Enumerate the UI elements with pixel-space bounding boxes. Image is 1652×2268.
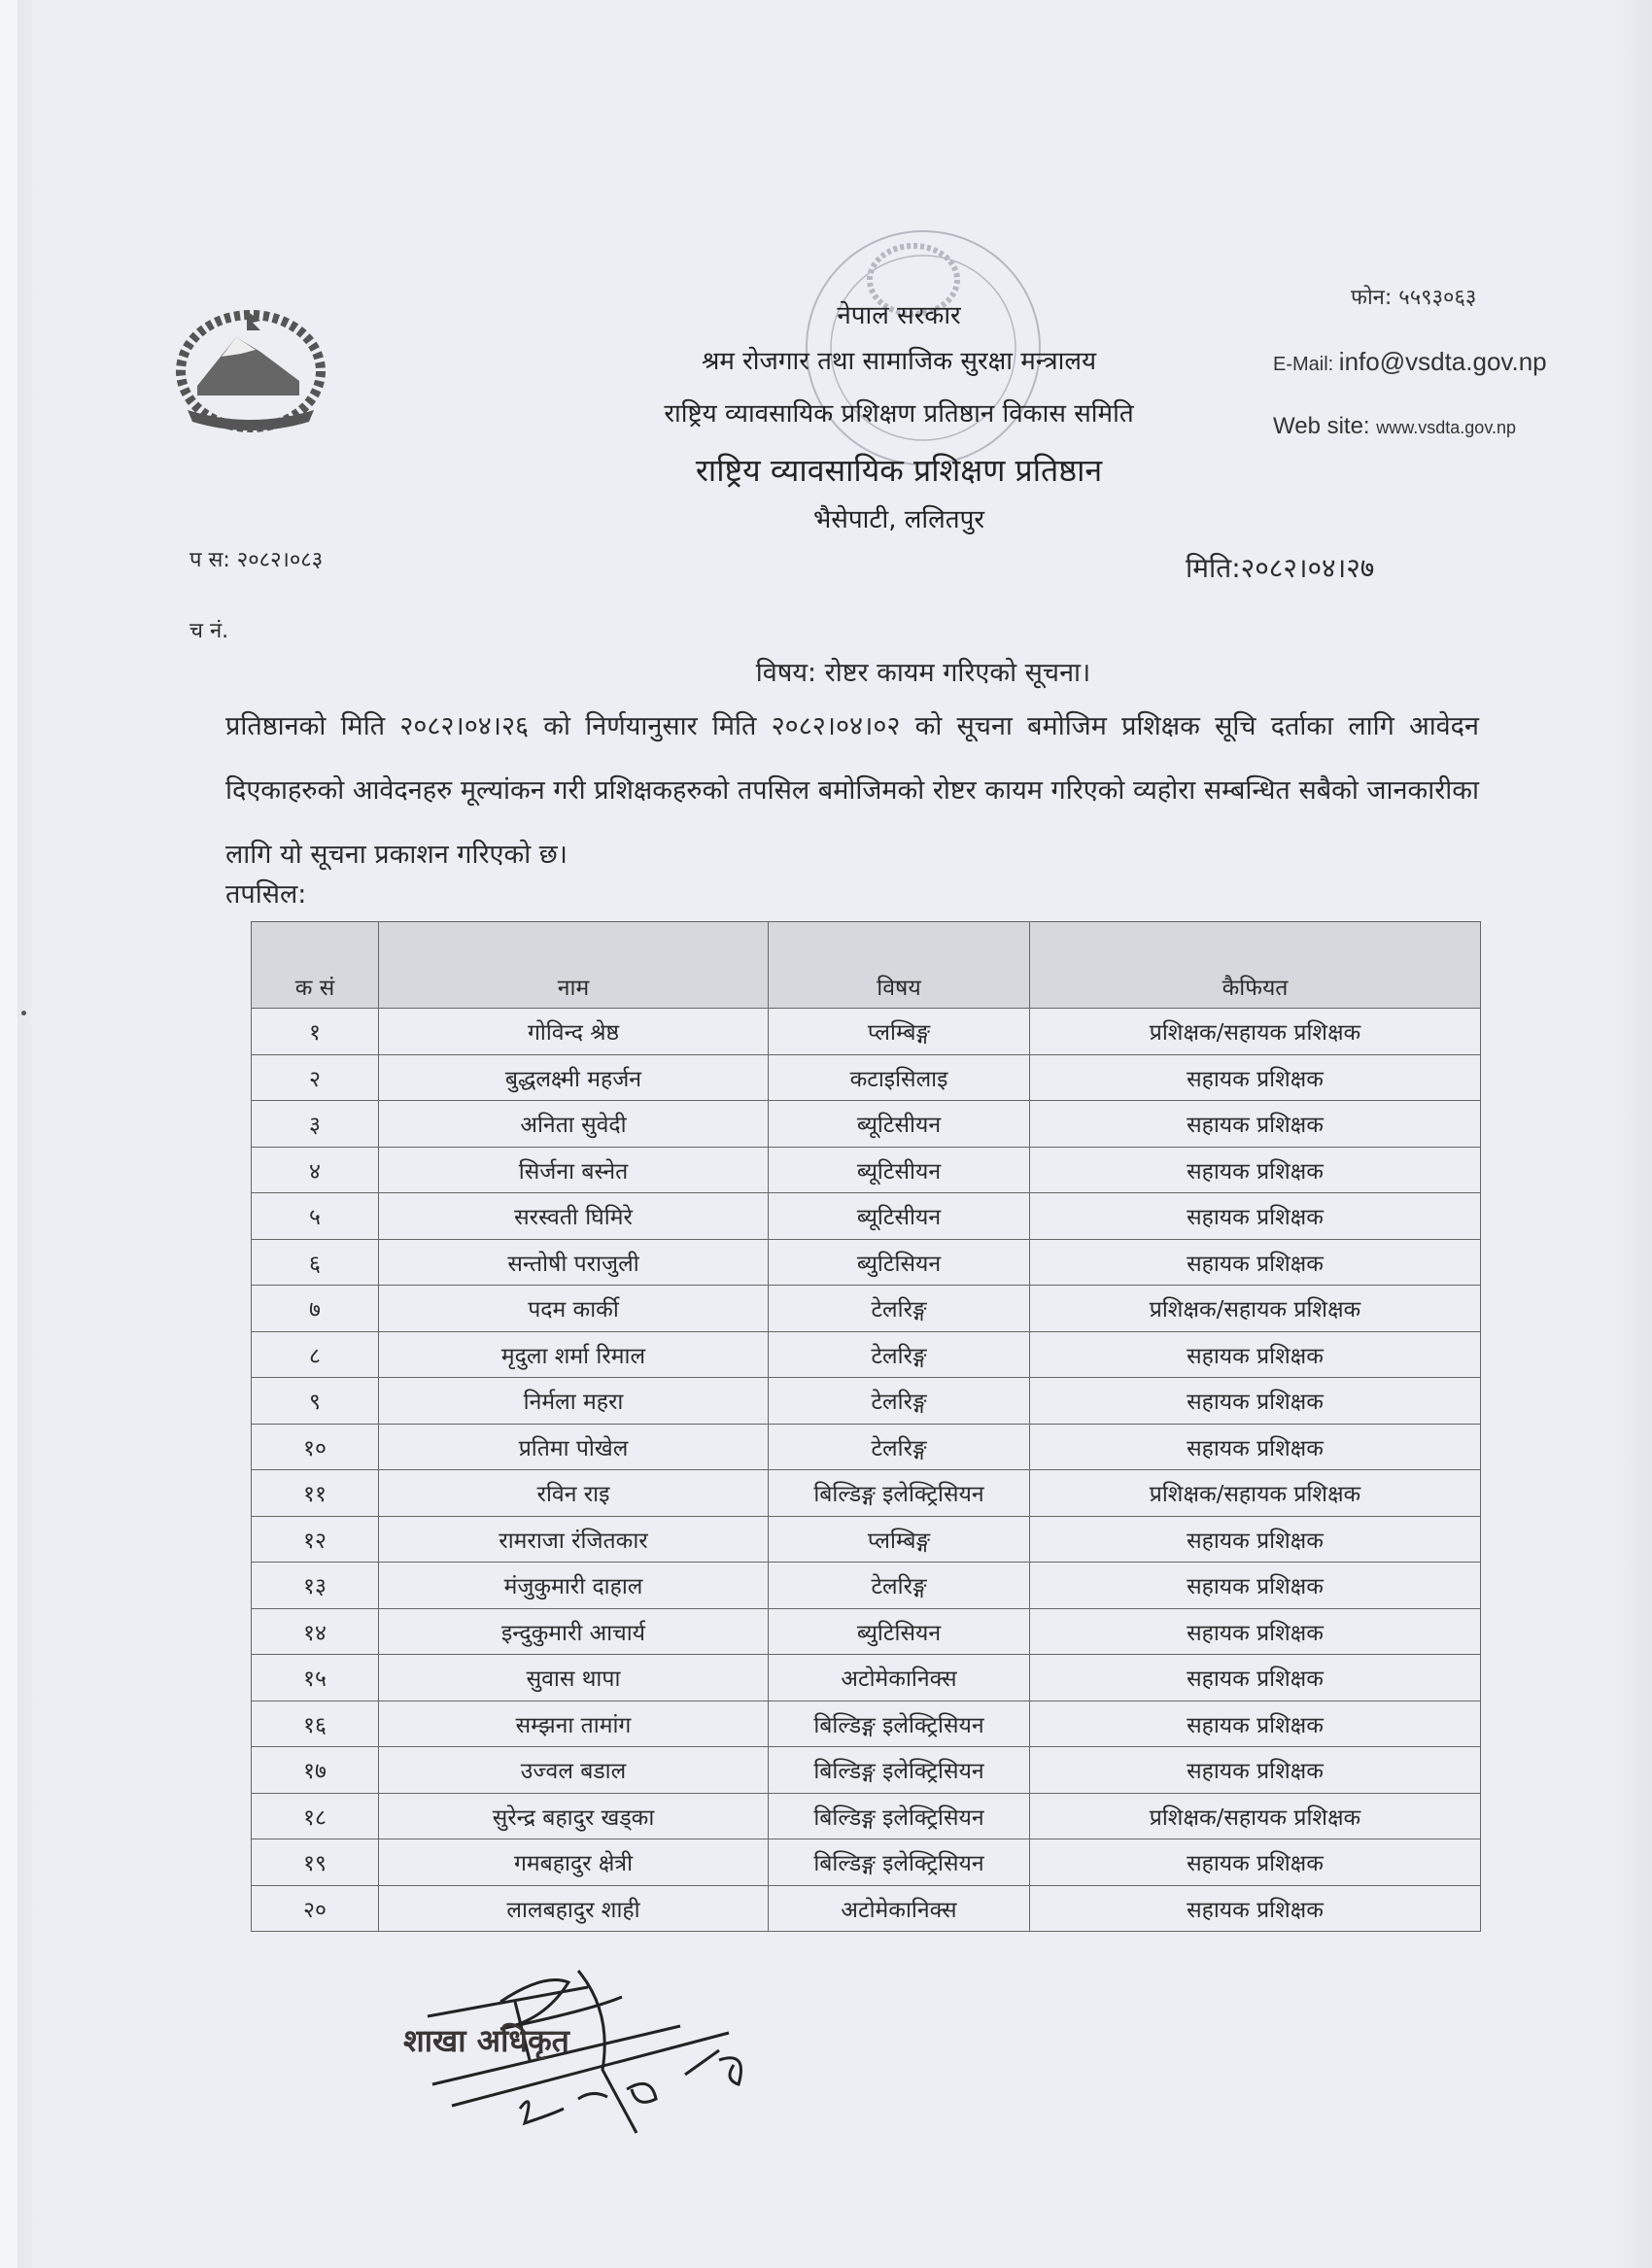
table-row (252, 1516, 1481, 1563)
cell-subject: बिल्डिङ्ग इलेक्ट्रिसियन (769, 1701, 1030, 1747)
speck (21, 1011, 26, 1015)
table-row (252, 1839, 1481, 1886)
page-edge (0, 0, 17, 2268)
cell-subject: अटोमेकानिक्स (769, 1885, 1030, 1932)
cell-serial: १२ (252, 1516, 379, 1563)
cell-subject: टेलरिङ्ग (769, 1424, 1030, 1470)
cell-subject: ब्यूटिसीयन (769, 1101, 1030, 1148)
cell-subject: ब्युटिसियन (769, 1608, 1030, 1655)
cell-remarks: सहायक प्रशिक्षक (1030, 1608, 1481, 1655)
cell-remarks: सहायक प्रशिक्षक (1030, 1378, 1481, 1425)
cell-serial: ७ (252, 1286, 379, 1332)
table-row (252, 1885, 1481, 1932)
cell-name: प्रतिमा पोखेल (379, 1424, 769, 1470)
letterhead-address: भैसेपाटी, ललितपुर (813, 505, 984, 534)
cell-name: सरस्वती घिमिरे (379, 1193, 769, 1240)
table-row (252, 1655, 1481, 1701)
cell-name: गमबहादुर क्षेत्री (379, 1839, 769, 1886)
cell-serial: १९ (252, 1839, 379, 1886)
cell-remarks: प्रशिक्षक/सहायक प्रशिक्षक (1030, 1793, 1481, 1839)
cell-serial: ११ (252, 1470, 379, 1517)
cell-serial: ६ (252, 1239, 379, 1286)
table-row (252, 1147, 1481, 1193)
cell-serial: १८ (252, 1793, 379, 1839)
cell-subject: टेलरिङ्ग (769, 1331, 1030, 1378)
cell-name: उज्वल बडाल (379, 1747, 769, 1794)
cell-remarks: सहायक प्रशिक्षक (1030, 1839, 1481, 1886)
cell-subject: टेलरिङ्ग (769, 1563, 1030, 1609)
cell-serial: ३ (252, 1101, 379, 1148)
table-row (252, 1563, 1481, 1609)
cell-name: पदम कार्की (379, 1286, 769, 1332)
cell-remarks: सहायक प्रशिक्षक (1030, 1239, 1481, 1286)
cell-subject: बिल्डिङ्ग इलेक्ट्रिसियन (769, 1839, 1030, 1886)
cell-name: सुरेन्द्र बहादुर खड्का (379, 1793, 769, 1839)
cell-name: बुद्धलक्ष्मी महर्जन (379, 1054, 769, 1101)
cell-remarks: प्रशिक्षक/सहायक प्रशिक्षक (1030, 1009, 1481, 1055)
table-row (252, 1424, 1481, 1470)
cell-name: गोविन्द श्रेष्ठ (379, 1009, 769, 1055)
table-row (252, 1193, 1481, 1240)
table-row (252, 1101, 1481, 1148)
cell-remarks: सहायक प्रशिक्षक (1030, 1054, 1481, 1101)
cell-subject: ब्यूटिसीयन (769, 1193, 1030, 1240)
cell-serial: १६ (252, 1701, 379, 1747)
roster-body (252, 1009, 1481, 1932)
email-label: E-Mail: (1273, 354, 1339, 375)
cell-name: सम्झना तामांग (379, 1701, 769, 1747)
header-name: नाम (379, 922, 769, 1009)
signatory-title-stamp: शाखा अधिकृत (403, 2022, 569, 2059)
cell-remarks: सहायक प्रशिक्षक (1030, 1331, 1481, 1378)
reference-number: प स: २०८२।०८३ (189, 548, 324, 572)
cell-subject: बिल्डिङ्ग इलेक्ट्रिसियन (769, 1747, 1030, 1794)
cell-remarks: प्रशिक्षक/सहायक प्रशिक्षक (1030, 1470, 1481, 1517)
cell-remarks: सहायक प्रशिक्षक (1030, 1101, 1481, 1148)
table-row (252, 1054, 1481, 1101)
cell-serial: ८ (252, 1331, 379, 1378)
website-label: Web site: (1273, 413, 1377, 439)
cell-subject: बिल्डिङ्ग इलेक्ट्रिसियन (769, 1793, 1030, 1839)
cell-name: मंजुकुमारी दाहाल (379, 1563, 769, 1609)
cell-subject: टेलरिङ्ग (769, 1378, 1030, 1425)
cell-name: सुवास थापा (379, 1655, 769, 1701)
cell-name: इन्दुकुमारी आचार्य (379, 1608, 769, 1655)
cell-remarks: सहायक प्रशिक्षक (1030, 1424, 1481, 1470)
roster-table (251, 921, 1481, 1932)
cell-serial: ५ (252, 1193, 379, 1240)
letterhead-government: नेपाल सरकार (837, 301, 961, 330)
cell-name: रामराजा रंजितकार (379, 1516, 769, 1563)
cell-name: मृदुला शर्मा रिमाल (379, 1331, 769, 1378)
cell-subject: ब्युटिसियन (769, 1239, 1030, 1286)
table-row (252, 1747, 1481, 1794)
table-row (252, 1239, 1481, 1286)
letterhead-committee: राष्ट्रिय व्यावसायिक प्रशिक्षण प्रतिष्ठान विकास समिति (664, 399, 1134, 429)
contact-website (1273, 413, 1516, 440)
cell-name: अनिता सुवेदी (379, 1101, 769, 1148)
cell-serial: १० (252, 1424, 379, 1470)
cell-serial: ४ (252, 1147, 379, 1193)
subject-line: विषय: रोष्टर कायम गरिएको सूचना। (755, 658, 1091, 688)
cell-name: सन्तोषी पराजुली (379, 1239, 769, 1286)
table-row (252, 1470, 1481, 1517)
nepal-emblem-icon (163, 303, 338, 439)
website-value[interactable]: www.vsdta.gov.np (1376, 418, 1517, 437)
header-remarks: कैफियत (1030, 922, 1481, 1009)
cell-remarks: सहायक प्रशिक्षक (1030, 1747, 1481, 1794)
cell-remarks: प्रशिक्षक/सहायक प्रशिक्षक (1030, 1286, 1481, 1332)
cell-remarks: सहायक प्रशिक्षक (1030, 1193, 1481, 1240)
body-paragraph: प्रतिष्ठानको मिति २०८२।०४।२६ को निर्णयानुसार मिति २०८२।०४।०२ को सूचना बमोजिम प्रशिक्षक सूचि दर्ताका लागि आवेदन दिएकाहरुको आवेदनहरु मूल्यांकन गरी प्रशिक्षकहरुको तपसिल बमोजिमको रोष्टर कायम गरिएको व्यहोरा सम्बन्धित सबैको जानकारीका लागि यो सूचना प्रकाशन गरिएको छ। (225, 711, 1479, 870)
cell-name: निर्मला महरा (379, 1378, 769, 1425)
table-row (252, 1378, 1481, 1425)
cell-serial: १७ (252, 1747, 379, 1794)
cell-remarks: सहायक प्रशिक्षक (1030, 1516, 1481, 1563)
cell-remarks: सहायक प्रशिक्षक (1030, 1701, 1481, 1747)
cell-remarks: सहायक प्रशिक्षक (1030, 1655, 1481, 1701)
cell-subject: कटाइसिलाइ (769, 1054, 1030, 1101)
cell-serial: १४ (252, 1608, 379, 1655)
letter-date: मिति:२०८२।०४।२७ (1186, 552, 1375, 584)
table-row (252, 1286, 1481, 1332)
cell-name: रविन राइ (379, 1470, 769, 1517)
table-row (252, 1331, 1481, 1378)
cell-subject: प्लम्बिङ्ग (769, 1516, 1030, 1563)
contact-phone: फोन: ५५९३०६३ (1351, 286, 1477, 310)
table-row (252, 1608, 1481, 1655)
cell-name: सिर्जना बस्नेत (379, 1147, 769, 1193)
cell-serial: १३ (252, 1563, 379, 1609)
cell-serial: १५ (252, 1655, 379, 1701)
cell-subject: प्लम्बिङ्ग (769, 1009, 1030, 1055)
cell-serial: १ (252, 1009, 379, 1055)
header-serial: क सं (252, 922, 379, 1009)
table-header-row (252, 922, 1481, 1009)
cell-subject: टेलरिङ्ग (769, 1286, 1030, 1332)
table-row (252, 1793, 1481, 1839)
table-row (252, 1009, 1481, 1055)
table-row (252, 1701, 1481, 1747)
contact-email (1273, 347, 1547, 377)
dispatch-number: च नं. (189, 619, 229, 643)
cell-serial: २० (252, 1885, 379, 1932)
cell-subject: बिल्डिङ्ग इलेक्ट्रिसियन (769, 1470, 1030, 1517)
cell-serial: ९ (252, 1378, 379, 1425)
cell-remarks: सहायक प्रशिक्षक (1030, 1147, 1481, 1193)
cell-subject: अटोमेकानिक्स (769, 1655, 1030, 1701)
email-value[interactable]: info@vsdta.gov.np (1338, 347, 1547, 376)
cell-remarks: सहायक प्रशिक्षक (1030, 1885, 1481, 1932)
cell-name: लालबहादुर शाही (379, 1885, 769, 1932)
cell-remarks: सहायक प्रशिक्षक (1030, 1563, 1481, 1609)
letterhead-ministry: श्रम रोजगार तथा सामाजिक सुरक्षा मन्त्रालय (701, 347, 1097, 376)
cell-subject: ब्यूटिसीयन (769, 1147, 1030, 1193)
cell-serial: २ (252, 1054, 379, 1101)
header-subject: विषय (769, 922, 1030, 1009)
letterhead-institute: राष्ट्रिय व्यावसायिक प्रशिक्षण प्रतिष्ठान (695, 452, 1103, 489)
details-label: तपसिल: (225, 879, 307, 910)
